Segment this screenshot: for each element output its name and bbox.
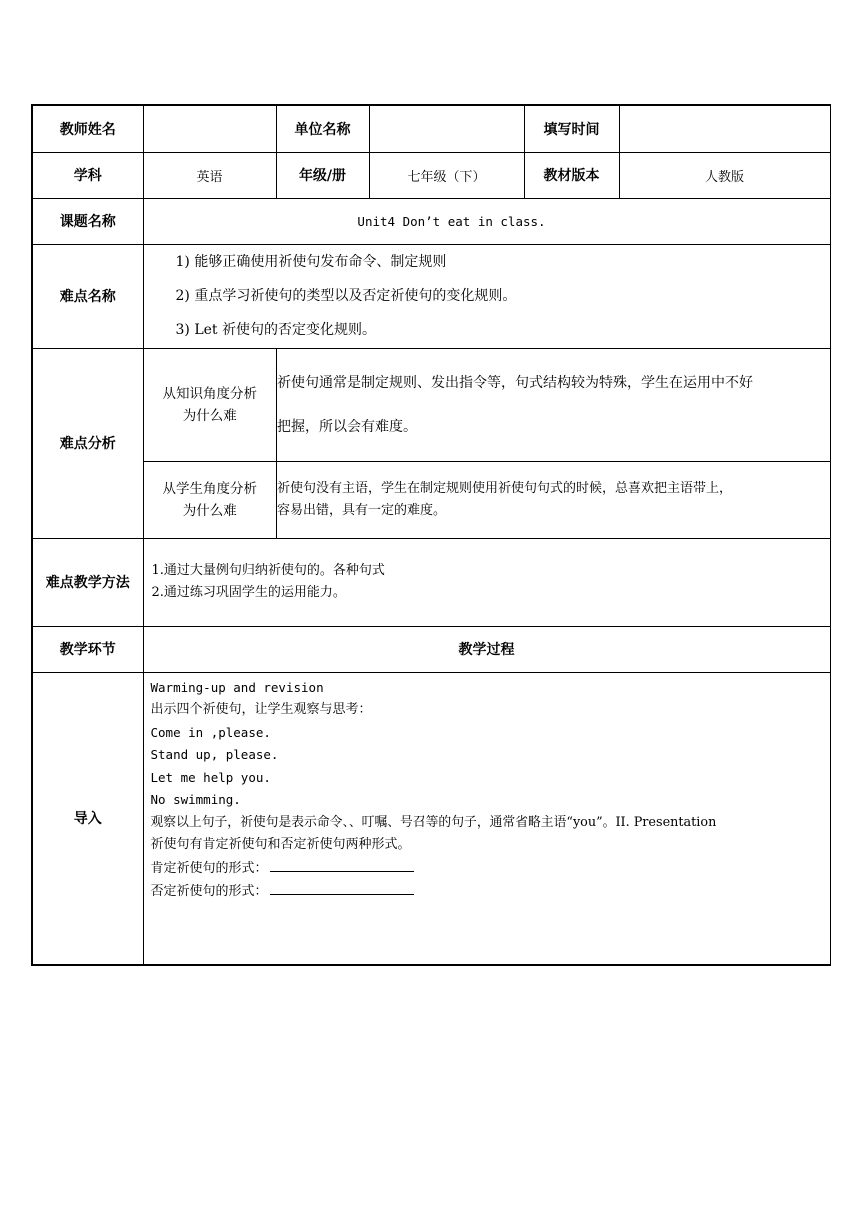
teacher-value[interactable] — [143, 105, 276, 152]
stage-label: 教学环节 — [32, 626, 143, 672]
process-header-row — [32, 626, 830, 672]
intro-line-1: Warming-up and revision — [150, 679, 324, 695]
intro-line-10 — [151, 880, 830, 904]
knowledge-angle-label — [144, 349, 277, 462]
topic-row — [32, 198, 830, 244]
student-angle-label-line-1: 从学生角度分析 — [162, 480, 257, 497]
analysis-cell — [143, 348, 830, 538]
unit-value[interactable] — [369, 105, 524, 152]
intro-content — [143, 672, 830, 965]
knowledge-text-line-2: 把握，所以会有难度。 — [277, 418, 417, 435]
header-row-1 — [32, 105, 830, 152]
methods-row — [32, 538, 830, 626]
unit-label: 单位名称 — [276, 105, 369, 152]
negative-form-blank[interactable] — [270, 880, 414, 895]
difficulty-label: 难点名称 — [32, 244, 143, 348]
student-angle-label-line-2: 为什么难 — [182, 502, 237, 519]
analysis-row — [32, 348, 830, 538]
intro-line-7: 观察以上句子，祈使句是表示命令、、叮嘱、号召等的句子，通常省略主语“you”。II. Presentation — [150, 814, 717, 830]
topic-label: 课题名称 — [32, 198, 143, 244]
grade-label: 年级/册 — [276, 152, 369, 198]
student-text-line-1: 祈使句没有主语，学生在制定规则使用祈使句句式的时候，总喜欢把主语带上， — [277, 480, 733, 496]
grade-value: 七年级（下） — [369, 152, 524, 198]
intro-label: 导入 — [32, 672, 143, 965]
lesson-plan-table — [31, 104, 831, 966]
method-item-1: 1.通过大量例句归纳祈使句的。各种句式 — [151, 563, 385, 578]
affirmative-form-blank[interactable] — [270, 857, 414, 872]
student-angle-label — [144, 462, 277, 538]
difficulty-list — [143, 244, 830, 348]
knowledge-text-line-1: 祈使句通常是制定规则、发出指令等，句式结构较为特殊，学生在运用中不好 — [277, 374, 753, 391]
affirmative-form-label: 肯定祈使句的形式： — [150, 860, 268, 876]
knowledge-angle-label-line-1: 从知识角度分析 — [162, 385, 257, 402]
edition-label: 教材版本 — [524, 152, 619, 198]
knowledge-angle-text — [277, 349, 830, 462]
negative-form-label: 否定祈使句的形式： — [150, 884, 268, 899]
intro-line-8: 祈使句有肯定祈使句和否定祈使句两种形式。 — [150, 837, 411, 852]
method-item-2: 2.通过练习巩固学生的运用能力。 — [151, 585, 346, 600]
intro-row — [32, 672, 830, 965]
difficulty-row — [32, 244, 830, 348]
analysis-subtable — [144, 349, 830, 538]
student-text-line-2: 容易出错，具有一定的难度。 — [277, 502, 447, 518]
date-value[interactable] — [619, 105, 830, 152]
edition-value: 人教版 — [619, 152, 830, 198]
difficulty-item-3: 3) Let 祈使句的否定变化规则。 — [175, 322, 376, 338]
intro-line-9 — [151, 857, 830, 881]
difficulty-item-2: 2) 重点学习祈使句的类型以及否定祈使句的变化规则。 — [175, 288, 517, 304]
intro-line-5: Let me help you. — [150, 769, 271, 785]
student-angle-text — [277, 462, 830, 538]
intro-line-3: Come in ,please. — [150, 724, 271, 740]
date-label: 填写时间 — [524, 105, 619, 152]
header-row-2 — [32, 152, 830, 198]
methods-list — [143, 538, 830, 626]
analysis-label: 难点分析 — [32, 348, 143, 538]
intro-line-4: Stand up, please. — [150, 747, 279, 762]
intro-line-6: No swimming. — [150, 792, 241, 807]
intro-line-2: 出示四个祈使句，让学生观察与思考： — [150, 702, 372, 717]
subject-value: 英语 — [143, 152, 276, 198]
teacher-label: 教师姓名 — [32, 105, 143, 152]
knowledge-angle-label-line-2: 为什么难 — [182, 407, 237, 424]
subject-label: 学科 — [32, 152, 143, 198]
process-label: 教学过程 — [143, 626, 830, 672]
methods-label: 难点教学方法 — [32, 538, 143, 626]
difficulty-item-1: 1) 能够正确使用祈使句发布命令、制定规则 — [175, 254, 447, 270]
topic-value: Unit4 Don’t eat in class. — [143, 198, 830, 244]
